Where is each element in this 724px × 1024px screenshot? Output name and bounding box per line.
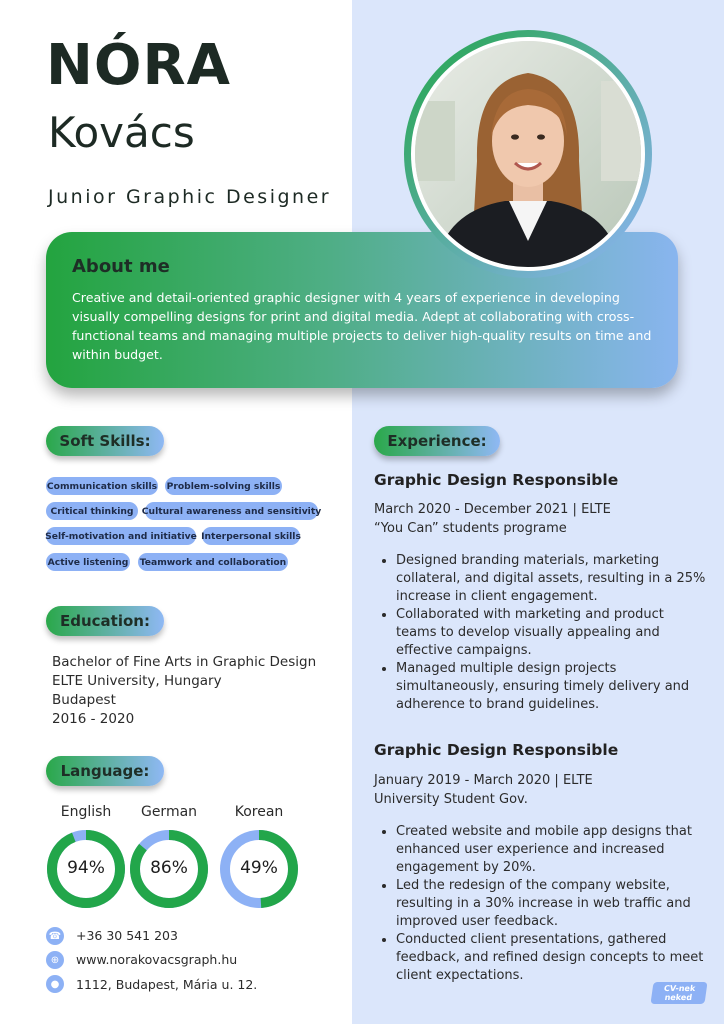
skill-tag: Teamwork and collaboration: [138, 553, 288, 571]
phone-number[interactable]: +36 30 541 203: [76, 928, 178, 943]
job-1-title: Graphic Design Responsible: [374, 471, 619, 489]
soft-skills-tags: [0, 0, 352, 600]
soft-skills-heading: Soft Skills:: [46, 426, 164, 456]
language-name-german: German: [140, 804, 198, 820]
job-2-bullets: [380, 823, 706, 985]
globe-icon: ⊕: [46, 951, 64, 969]
experience-heading: Experience:: [374, 426, 500, 456]
skill-tag: Self-motivation and initiative: [46, 527, 196, 545]
job-1-bullet: • Collaborated with marketing and product teams to develop visually appealing and effective campaigns.: [396, 606, 706, 660]
phone-icon: ☎: [46, 927, 64, 945]
education-school: ELTE University, Hungary: [52, 673, 222, 689]
job-title: Junior Graphic Designer: [48, 186, 332, 208]
badge-line-2: neked: [664, 993, 693, 1002]
job-2-dates: January 2019 - March 2020 | ELTE: [374, 773, 593, 788]
english-percent-label: 94%: [67, 858, 105, 878]
address: 1112, Budapest, Mária u. 12.: [76, 977, 258, 992]
about-me-text: Creative and detail-oriented graphic designer with 4 years of experience in developing visually compelling designs for print and digital media. Adept at collaborating with cross-functional teams and managing multiple projects to deliver high-quality results on time and within budget.: [72, 290, 652, 362]
korean-percent-label: 49%: [240, 858, 278, 878]
education-years: 2016 - 2020: [52, 711, 135, 727]
job-2-bullet: • Created website and mobile app designs that enhanced user experience and increased engagement by 20%.: [396, 823, 706, 877]
website-link[interactable]: www.norakovacsgraph.hu: [76, 952, 238, 967]
language-heading: Language:: [46, 756, 164, 786]
job-1-bullet: • Managed multiple design projects simultaneously, ensuring timely delivery and adherence to brand guidelines.: [396, 660, 706, 714]
job-1-bullets: [380, 552, 706, 714]
badge-line-1: CV-nek: [663, 984, 696, 993]
last-name: Kovács: [48, 108, 195, 157]
german-percent-label: 86%: [150, 858, 188, 878]
profile-photo-frame: [404, 30, 652, 278]
cv-nek-neked-logo: [650, 982, 707, 1004]
about-me-title: About me: [72, 256, 170, 277]
skill-tag: Problem-solving skills: [165, 477, 282, 495]
location-pin-icon: ●: [46, 975, 64, 993]
job-2-bullet: • Conducted client presentations, gathered feedback, and refined design concepts to meet client expectations.: [396, 931, 706, 985]
profile-photo: [415, 41, 641, 267]
skill-tag: Cultural awareness and sensitivity: [145, 502, 318, 520]
skill-tag: Critical thinking: [46, 502, 138, 520]
first-name: NÓRA: [46, 33, 231, 98]
job-1-organization: “You Can” students programe: [374, 521, 567, 536]
job-2-organization: University Student Gov.: [374, 792, 528, 807]
job-2-title: Graphic Design Responsible: [374, 741, 619, 759]
education-degree: Bachelor of Fine Arts in Graphic Design: [52, 654, 317, 670]
job-1-dates: March 2020 - December 2021 | ELTE: [374, 502, 611, 517]
skill-tag: Active listening: [46, 553, 130, 571]
language-name-english: English: [60, 804, 112, 820]
language-name-korean: Korean: [234, 804, 284, 820]
education-heading: Education:: [46, 606, 164, 636]
skill-tag: Interpersonal skills: [202, 527, 300, 545]
job-1-bullet: • Designed branding materials, marketing collateral, and digital assets, resulting in a 25% increase in client engagement.: [396, 552, 706, 606]
skill-tag: Communication skills: [46, 477, 158, 495]
education-city: Budapest: [52, 692, 116, 708]
job-2-bullet: • Led the redesign of the company website, resulting in a 30% increase in web traffic and improved user feedback.: [396, 877, 706, 931]
